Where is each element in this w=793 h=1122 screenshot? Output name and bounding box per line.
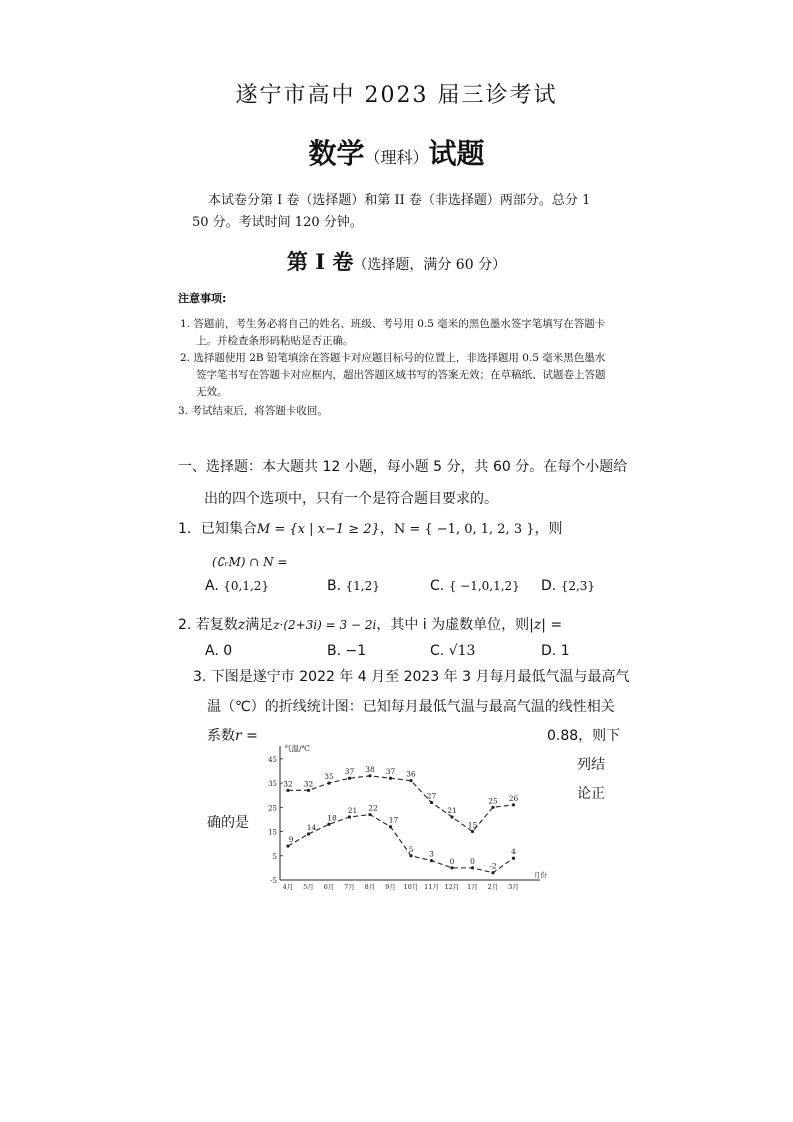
q2-abs: |z| =	[529, 617, 563, 633]
notice-item: 签字笔书写在答题卡对应框内，超出答题区域书写的答案无效；在草稿纸、试题卷上答题	[196, 369, 606, 381]
data-point	[430, 859, 433, 862]
data-label: 9	[288, 835, 294, 845]
x-tick-label: 12月	[444, 883, 460, 891]
q1-option-a: A. {0,1,2}	[205, 578, 270, 594]
q2-option-d: D. 1	[541, 643, 570, 659]
data-label: 35	[324, 772, 334, 782]
x-tick-label: 10月	[403, 883, 419, 891]
subject-suffix: 试题	[428, 137, 485, 170]
exam-title: 遂宁市高中 2023 届三诊考试	[235, 83, 558, 108]
y-tick-label: 45	[268, 755, 277, 764]
q2-equation: z·(2+3i) = 3 − 2i	[273, 618, 377, 632]
notice-item: 3. 考试结束后，将答题卡收回。	[178, 405, 328, 417]
data-point	[512, 803, 515, 806]
data-point	[430, 801, 433, 804]
x-tick-label: 4月	[282, 883, 294, 891]
temperature-line-chart	[258, 742, 548, 892]
q1-option-c: C. { −1,0,1,2}	[430, 578, 520, 594]
data-point	[389, 825, 392, 828]
data-label: 37	[344, 767, 355, 777]
y-axis-label: 气温/℃	[284, 744, 310, 753]
data-point	[307, 789, 310, 792]
intro-line-2: 50 分。考试时间 120 分钟。	[192, 215, 363, 230]
section-subtitle: （选择题，满分 60 分）	[353, 257, 507, 273]
series-line	[288, 776, 514, 832]
question-1	[178, 518, 563, 538]
x-tick-label: 6月	[323, 883, 335, 891]
q1-option-d: D. {2,3}	[541, 578, 596, 594]
x-tick-label: 3月	[508, 883, 519, 891]
data-label: 3	[429, 849, 434, 859]
notice-heading: 注意事项:	[178, 292, 227, 305]
subject-name: 数学	[308, 137, 365, 170]
part1-line-2: 出的四个选项中，只有一个是符合题目要求的。	[204, 491, 498, 507]
data-point	[368, 813, 371, 816]
y-tick-label: 35	[268, 780, 277, 789]
data-point	[348, 777, 351, 780]
q1-option-b: B. {1,2}	[327, 578, 380, 594]
q3-line-2: 温（℃）的折线统计图：已知每月最低气温与最高气温的线性相关	[207, 699, 615, 715]
q1-sep: ，	[379, 521, 394, 537]
q3-line-1: 3. 下图是遂宁市 2022 年 4 月至 2023 年 3 月每月最低气温与最高气	[193, 669, 630, 685]
q1-expression: (∁ᵣM) ∩ N =	[212, 555, 288, 569]
y-tick-label: 15	[268, 828, 277, 837]
data-label: 4	[511, 847, 516, 857]
data-label: 32	[303, 779, 314, 789]
q2-stem-3: ，其中 i 为虚数单位，则	[376, 617, 530, 633]
data-label: 22	[368, 803, 378, 813]
data-label: 14	[306, 822, 317, 832]
data-point	[409, 779, 412, 782]
q1-set-m: M = {x | x−1 ≥ 2}	[256, 522, 380, 537]
subject-sub: （理科）	[364, 148, 429, 167]
data-label: 25	[488, 796, 498, 806]
data-label: 36	[406, 769, 416, 779]
q2-var: z	[237, 617, 246, 633]
x-tick-label: 7月	[344, 883, 355, 891]
data-point	[450, 866, 453, 869]
data-label: 32	[283, 779, 293, 789]
data-point	[491, 806, 494, 809]
notice-item: 1. 答题前，考生务必将自己的姓名、班级、考号用 0.5 毫米的黑色墨水签字笔填写在答题卡	[180, 318, 606, 330]
data-point	[471, 830, 474, 833]
data-point	[409, 854, 412, 857]
data-point	[450, 815, 453, 818]
q2-option-a: A. 0	[205, 643, 233, 659]
section-title: 第 Ⅰ 卷	[286, 249, 354, 274]
data-label: 0	[449, 856, 455, 866]
x-tick-label: 8月	[364, 883, 376, 891]
x-tick-label: 1月	[467, 883, 478, 891]
data-label: 37	[385, 767, 396, 777]
data-point	[286, 844, 289, 847]
q1-tail: ，则	[534, 521, 563, 537]
q3-line-4: 列结	[577, 757, 605, 773]
notice-item: 无效。	[196, 386, 228, 398]
data-label: 21	[347, 806, 358, 815]
notice-item: 2. 选择题使用 2B 铅笔填涂在答题卡对应题目标号的位置上，非选择题用 0.5 毫米黑色墨水	[180, 352, 606, 364]
x-tick-label: 11月	[424, 883, 439, 891]
x-tick-label: 5月	[303, 883, 314, 891]
q2-option-b: B. −1	[327, 643, 367, 659]
q2-option-c: C. √13	[430, 643, 476, 659]
data-point	[491, 871, 494, 874]
part1-line-1: 一、选择题：本大题共 12 小题，每小题 5 分，共 60 分。在每个小题给	[178, 459, 628, 475]
q3-line-5: 论正	[577, 786, 605, 802]
q1-set-n: N = { −1, 0, 1, 2, 3 }	[393, 522, 535, 537]
data-label: 0	[470, 856, 475, 866]
q3-line-3: 系数r =	[207, 728, 258, 744]
section-heading	[0, 246, 793, 276]
subject-title	[0, 132, 793, 172]
q2-stem: 2. 若复数	[178, 617, 238, 633]
data-point	[286, 789, 289, 792]
intro-line-1: 本试卷分第 I 卷（选择题）和第 II 卷（非选择题）两部分。总分 1	[208, 193, 591, 208]
data-point	[389, 777, 392, 780]
data-point	[368, 774, 371, 777]
x-tick-label: 2月	[487, 883, 499, 891]
data-label: 18	[327, 813, 337, 823]
y-tick-label: -5	[270, 877, 277, 885]
x-axis-label: 月份	[534, 871, 547, 879]
data-point	[327, 781, 330, 784]
data-label: 21	[447, 806, 457, 815]
data-label: 27	[426, 791, 437, 801]
q3-line-6: 确的是	[207, 815, 249, 831]
data-label: -2	[489, 861, 497, 871]
data-label: 15	[467, 820, 478, 830]
q2-stem-2: 满足	[245, 617, 274, 633]
question-2	[178, 614, 562, 634]
notice-item: 上。并检查条形码粘贴是否正确。	[196, 335, 354, 347]
temperature-chart	[258, 742, 548, 896]
q3-line-3-end: 0.88，则下	[547, 728, 621, 744]
data-label: 5	[408, 844, 414, 854]
y-tick-label: 25	[268, 804, 277, 813]
data-point	[348, 815, 351, 818]
data-label: 38	[365, 764, 375, 774]
y-tick-label: 5	[272, 852, 277, 861]
x-tick-label: 9月	[385, 883, 396, 891]
data-point	[307, 832, 310, 835]
data-point	[327, 823, 330, 826]
q1-stem: 1．已知集合	[178, 521, 257, 537]
data-point	[512, 857, 515, 860]
data-label: 17	[388, 815, 399, 825]
data-label: 26	[508, 793, 519, 803]
data-point	[471, 866, 474, 869]
